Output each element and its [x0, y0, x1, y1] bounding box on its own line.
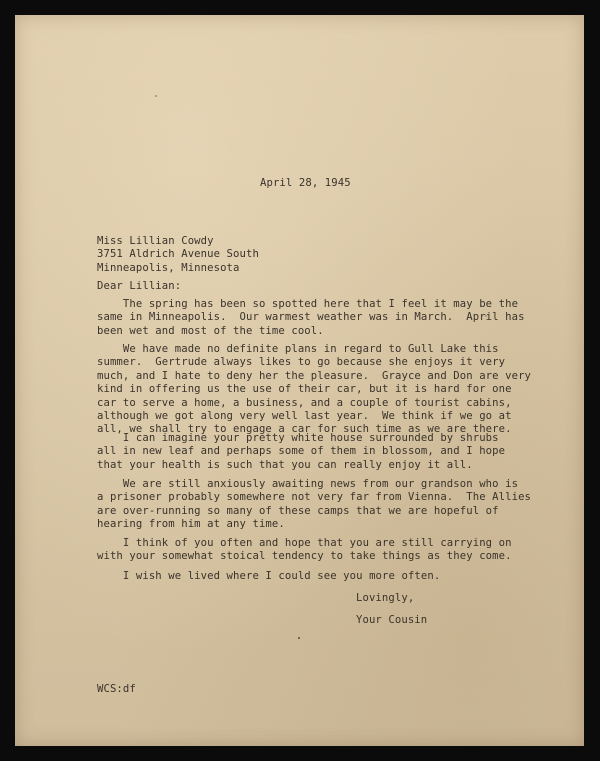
paragraph-line: all in new leaf and perhaps some of them in blossom, and I hope [97, 445, 506, 458]
address-line: Miss Lillian Cowdy [97, 235, 214, 247]
paragraph-line: car to serve a home, a business, and a couple of tourist cabins, [97, 396, 512, 409]
paragraph [97, 343, 531, 437]
paragraph-line: with your somewhat stoical tendency to take things as they come. [97, 550, 512, 563]
paragraph [97, 478, 531, 532]
paragraph [97, 298, 525, 338]
address-line: Minneapolis, Minnesota [97, 261, 240, 274]
paragraph [97, 432, 505, 472]
paper-speck [298, 637, 300, 639]
paragraph-line: are over-running so many of these camps that we are hopeful of [97, 504, 499, 517]
paper-speck [485, 315, 487, 317]
paragraph-line: same in Minneapolis. Our warmest weather was in March. April has [97, 311, 525, 324]
paragraph-line: hearing from him at any time. [97, 518, 285, 531]
paragraph-line: The spring has been so spotted here that I feel it may be the [97, 298, 519, 310]
paragraph-line: We are still anxiously awaiting news from our grandson who is [97, 478, 519, 490]
paper-speck [155, 95, 157, 97]
address-line: 3751 Aldrich Avenue South [97, 248, 259, 261]
paragraph-line: summer. Gertrude always likes to go because she enjoys it very [97, 356, 506, 369]
signature-line: Your Cousin [356, 614, 428, 626]
paragraph-line: I can imagine your pretty white house surrounded by shrubs [97, 432, 499, 444]
paragraph-line: kind in offering us the use of their car, but it is hard for one [97, 383, 512, 396]
paragraph-line: I wish we lived where I could see you more often. [97, 570, 441, 582]
paragraph-line: been wet and most of the time cool. [97, 324, 324, 337]
salutation: Dear Lillian: [97, 280, 182, 292]
recipient-address [97, 235, 259, 275]
paragraph-line: although we got along very well last year. We think if we go at [97, 410, 512, 423]
paragraph-line: much, and I hate to deny her the pleasure. Grayce and Don are very [97, 369, 532, 382]
paragraph-line: a prisoner probably somewhere not very far from Vienna. The Allies [97, 491, 532, 504]
letter-page [15, 15, 584, 746]
paragraph-line: that your health is such that you can really enjoy it all. [97, 458, 473, 471]
paragraph-line: We have made no definite plans in regard to Gull Lake this [97, 343, 499, 355]
typist-initials: WCS:df [97, 683, 136, 695]
paragraph-line: I think of you often and hope that you are still carrying on [97, 537, 512, 549]
letter-date: April 28, 1945 [260, 177, 351, 189]
paragraph [97, 570, 440, 583]
paragraph-line: all, we shall try to engage a car for such time as we are there. [97, 423, 512, 436]
paragraph [97, 537, 512, 564]
closing: Lovingly, [356, 592, 415, 604]
